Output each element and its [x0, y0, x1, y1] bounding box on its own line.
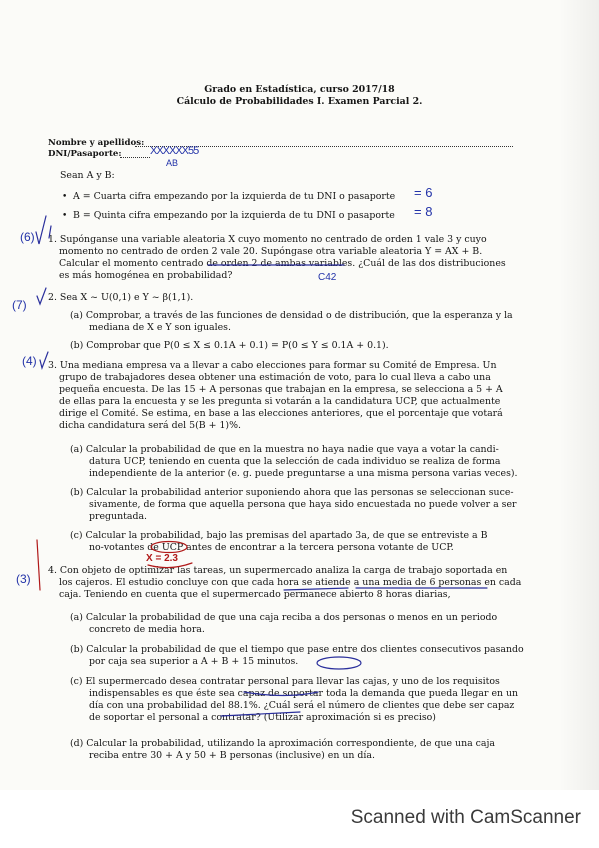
q2-part-b: (b) Comprobar que P(0 ≤ X ≤ 0.1A + 0.1) = P(0 ≤ Y ≤ 0.1A + 0.1). — [70, 340, 389, 351]
q4-red-margin-stroke — [37, 540, 40, 590]
q1-handwritten-note: C42 — [318, 272, 337, 283]
q4-part-a: concreto de media hora. — [89, 624, 205, 635]
intro-sean: Sean A y B: — [60, 170, 115, 181]
q4-part-c: día con una probabilidad del 88.1%. ¿Cuál será el número de clientes que debe ser capaz — [89, 700, 515, 711]
q1-line: Calcular el momento centrado de orden 2 de ambas variables. ¿Cuál de las dos distribuciones — [59, 258, 506, 269]
q3-score: (4) — [22, 354, 37, 368]
bullet-dot-b: • — [62, 211, 68, 221]
q3-part-c: (c) Calcular la probabilidad, bajo las premisas del apartado 3a, de que se entreviste a B — [70, 530, 488, 541]
q2-line: 2. Sea X ~ U(0,1) e Y ~ β(1,1). — [48, 292, 194, 303]
q1-checkmark — [36, 216, 46, 244]
dni-ab-note: AB — [166, 158, 179, 168]
q3-line: grupo de trabajadores desea obtener una estimación de voto, para lo cual lleva a cabo una — [59, 372, 491, 383]
q4-part-c: de soportar el personal a contratar? (Utilizar aproximación si es preciso) — [89, 712, 436, 723]
header-course: Grado en Estadística, curso 2017/18 — [204, 84, 395, 95]
b-value-handwritten: = 8 — [414, 204, 433, 219]
q3-line: dicha candidatura será del 5(B + 1)%. — [59, 420, 241, 431]
q3-part-a: (a) Calcular la probabilidad de que en la muestra no haya nadie que vaya a votar la candi- — [70, 444, 499, 455]
q4-part-b: por caja sea superior a A + B + 15 minutos. — [89, 656, 299, 667]
q3-handwritten-note: X = 2.3 — [146, 553, 178, 564]
q4-part-c: indispensables es que éste sea capaz de soportar toda la demanda que pueda llegar en un — [89, 688, 519, 699]
dni-label: DNI/Pasaporte: — [48, 149, 122, 159]
q3-line: dirige el Comité. Se estima, en base a las elecciones anteriores, que el porcentaje que votará — [59, 408, 503, 419]
q3-line: de ellas para la encuesta y se les pregunta si votarán a la candidatura UCP, que actualmente — [59, 396, 501, 407]
name-label: Nombre y apellidos: — [48, 138, 145, 148]
q4-part-d: (d) Calcular la probabilidad, utilizando la aproximación correspondiente, de que una caja — [70, 738, 496, 749]
q3-part-b: (b) Calcular la probabilidad anterior suponiendo ahora que las personas se seleccionan suce- — [70, 487, 514, 498]
a-value-handwritten: = 6 — [414, 185, 433, 200]
q4-score: (3) — [16, 572, 31, 586]
q4-part-b: (b) Calcular la probabilidad de que el tiempo que pase entre dos clientes consecutivos pasando — [70, 644, 524, 655]
q4-part-a: (a) Calcular la probabilidad de que una caja reciba a dos personas o menos en un periodo — [70, 612, 498, 623]
q2-score: (7) — [12, 298, 27, 312]
q4-part-c: (c) El supermercado desea contratar personal para llevar las cajas, y uno de los requisitos — [70, 676, 500, 687]
bullet-b: B = Quinta cifra empezando por la izquierda de tu DNI o pasaporte — [73, 210, 395, 221]
q1-line: 1. Supónganse una variable aleatoria X cuyo momento no centrado de orden 1 vale 3 y cuyo — [48, 234, 487, 245]
q4-line: 4. Con objeto de optimizar las tareas, un supermercado analiza la carga de trabajo soportada en — [48, 565, 508, 576]
q3-line: pequeña encuesta. De las 15 + A personas que trabajan en la empresa, se selecciona a 5 + A — [59, 384, 503, 395]
q3-part-c: no-votantes de UCP antes de encontrar a la tercera persona votante de UCP. — [89, 542, 454, 553]
dni-handwritten: XXXXXX55 — [150, 145, 199, 157]
q4-part-d: reciba entre 30 + A y 50 + B personas (inclusive) en un día. — [89, 750, 375, 761]
q2-part-a: (a) Comprobar, a través de las funciones de densidad o de distribución, que la esperanza y la — [70, 310, 513, 321]
q3-line: 3. Una mediana empresa va a llevar a cabo elecciones para formar su Comité de Empresa. Un — [48, 360, 497, 371]
q2-checkmark — [37, 288, 46, 304]
q3-checkmark — [40, 352, 48, 368]
q4-line: los cajeros. El estudio concluye con que cada hora se atiende a una media de 6 personas en cada — [59, 577, 522, 588]
q3-part-a: datura UCP, teniendo en cuenta que la selección de cada individuo se realiza de forma — [89, 456, 501, 467]
q2-part-a: mediana de X e Y son iguales. — [89, 322, 231, 333]
q3-part-b: preguntada. — [89, 511, 148, 522]
q1-line: momento no centrado de orden 2 vale 20. Supóngase otra variable aleatoria Y = AX + B. — [59, 246, 483, 257]
camscanner-watermark: Scanned with CamScanner — [350, 807, 581, 828]
scanner-footer — [0, 790, 599, 848]
q1-score: (6) — [20, 230, 35, 244]
bullet-a: A = Cuarta cifra empezando por la izquierda de tu DNI o pasaporte — [73, 191, 396, 202]
q1-line: es más homogénea en probabilidad? — [59, 270, 233, 281]
q3-part-a: independiente de la anterior (e. g. puede preguntarse a una misma persona varias veces). — [89, 468, 518, 479]
minutos-circle — [317, 657, 361, 669]
q4-line: caja. Teniendo en cuenta que el supermercado permanece abierto 8 horas diarias, — [59, 589, 451, 600]
bullet-dot-a: • — [62, 192, 68, 202]
header-exam-title: Cálculo de Probabilidades I. Examen Parcial 2. — [176, 96, 423, 107]
dni-dotted-line — [120, 157, 150, 158]
q3-part-b: sivamente, de forma que aquella persona que haya sido encuestada no puede volver a ser — [89, 499, 517, 510]
